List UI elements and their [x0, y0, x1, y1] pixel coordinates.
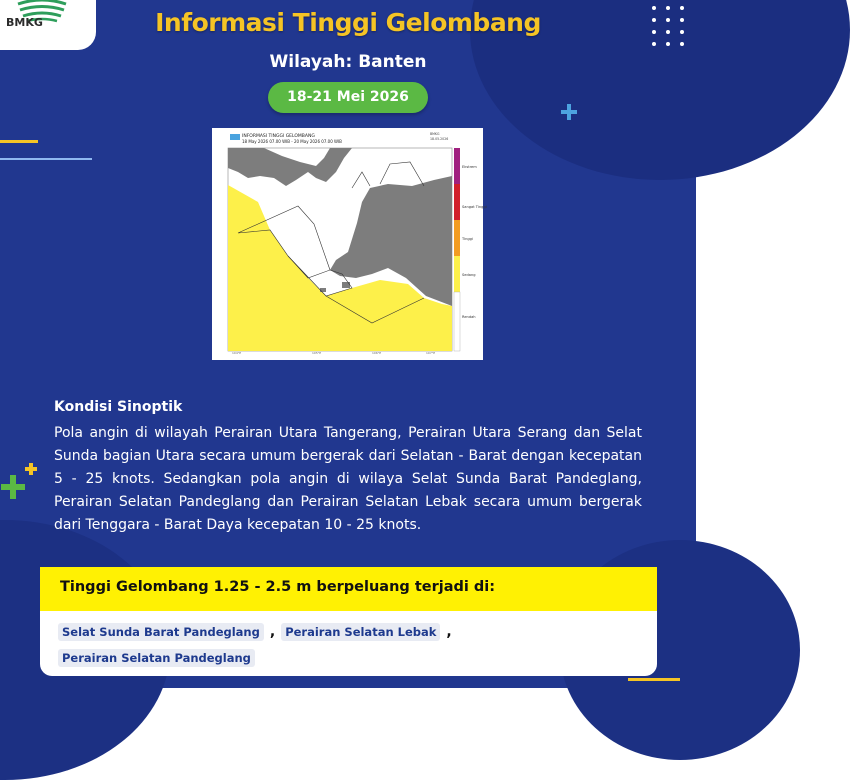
map-plot-area: [228, 148, 452, 355]
area-separator: ,: [446, 624, 452, 640]
synoptic-text: Pola angin di wilayah Perairan Utara Tangerang, Perairan Utara Serang dan Selat Sunda bagian Utara secara umum bergerak dari Selatan - Barat dengan kecepatan 5 - 25 knots. Sedangkan pola angin di wilaya Selat Sunda Barat Pandeglang, Perairan Selatan Pandeglang dan Perairan Selatan Lebak secara umum bergerak dari Tenggara - Barat Daya kecepatan 10 - 25 knots.: [54, 425, 642, 533]
wave-height-heading: Tinggi Gelombang 1.25 - 2.5 m berpeluang terjadi di:: [40, 567, 657, 611]
wave-height-map: [212, 128, 487, 360]
area-chip: Perairan Selatan Lebak: [281, 623, 440, 641]
wave-height-card: [40, 567, 657, 676]
plus-decoration-icon: [0, 474, 26, 500]
date-badge: 18-21 Mei 2026: [268, 82, 428, 113]
logo-text: BMKG: [6, 16, 43, 29]
svg-text:18.05.2026: 18.05.2026: [430, 137, 449, 141]
area-chip: Perairan Selatan Pandeglang: [58, 649, 255, 667]
decorative-line: [628, 678, 680, 681]
area-row: [58, 623, 458, 641]
area-separator: ,: [269, 624, 276, 640]
area-row: [58, 649, 255, 667]
legend-label: Sedang: [462, 273, 476, 277]
plus-decoration-icon: [24, 462, 38, 476]
plus-decoration-icon: [560, 103, 578, 121]
map-graphic: [212, 128, 487, 360]
region-subtitle: Wilayah: Banten: [269, 52, 427, 72]
map-header-range: 18 May 2026 07.00 WIB - 20 May 2026 07.00 WIB: [242, 139, 342, 144]
legend-label: Sangat Tinggi: [462, 205, 487, 209]
area-chip: Selat Sunda Barat Pandeglang: [58, 623, 264, 641]
page-title: Informasi Tinggi Gelombang: [155, 8, 541, 37]
decorative-line: [0, 158, 92, 160]
svg-text:104°E: 104°E: [232, 351, 242, 355]
svg-text:106°E: 106°E: [372, 351, 382, 355]
legend-label: Rendah: [462, 315, 476, 319]
svg-text:107°E: 107°E: [426, 351, 436, 355]
svg-text:105°E: 105°E: [312, 351, 322, 355]
map-header-title: INFORMASI TINGGI GELOMBANG: [242, 134, 315, 139]
legend-label: Ekstrem: [462, 165, 477, 169]
svg-text:BMKG: BMKG: [430, 132, 440, 136]
map-logo-icon: [230, 134, 240, 140]
legend-label: Tinggi: [462, 237, 473, 241]
synoptic-heading: Kondisi Sinoptik: [54, 399, 183, 415]
decorative-line: [0, 140, 38, 143]
